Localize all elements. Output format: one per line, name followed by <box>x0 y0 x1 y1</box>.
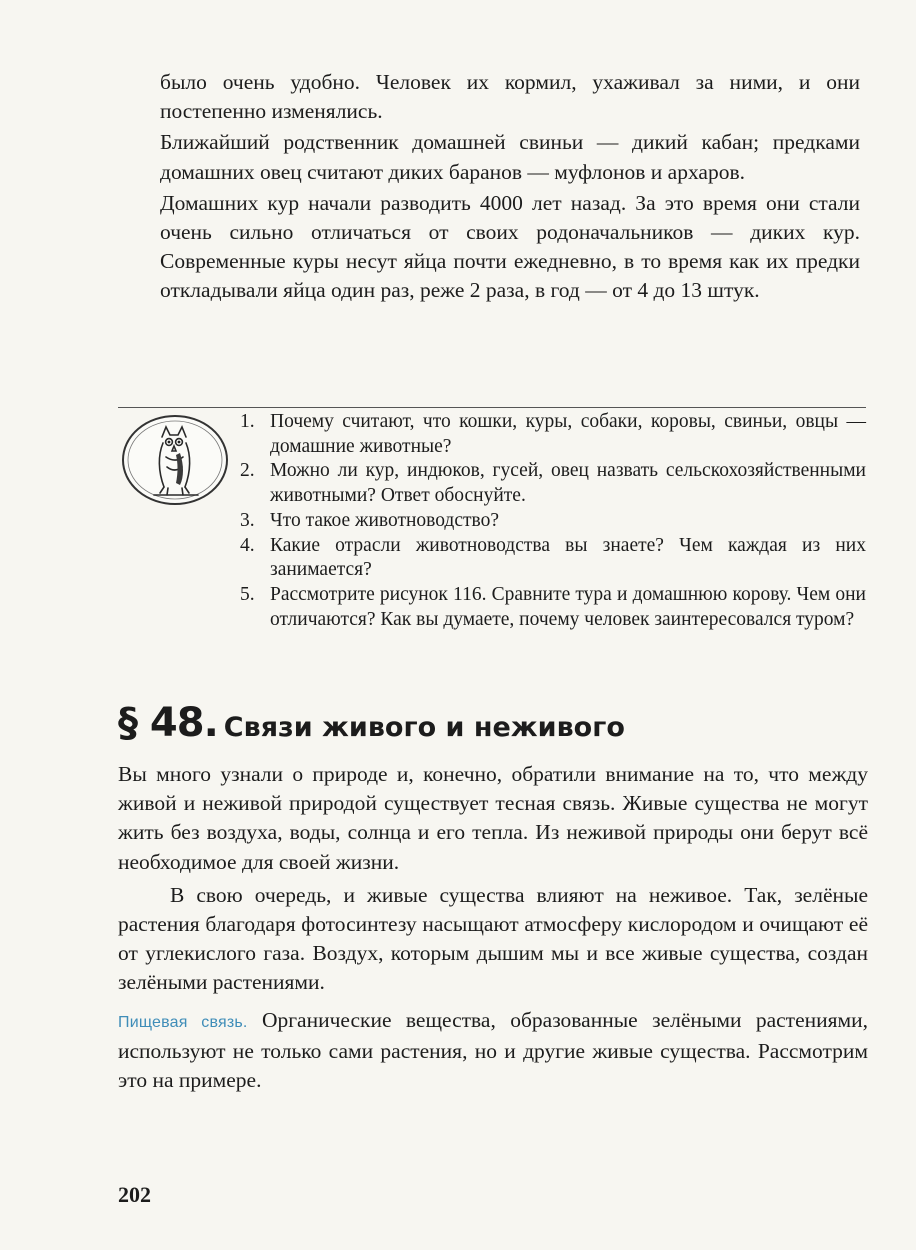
paragraph: было очень удобно. Человек их кормил, ухаживал за ними, и они постепенно изменялись. <box>160 70 860 124</box>
question-number: 1. <box>240 411 255 432</box>
question-text: Почему считают, что кошки, куры, собаки, коровы, свиньи, овцы — домашние животные? <box>270 411 866 457</box>
section-body <box>118 760 868 1095</box>
paragraph: В свою очередь, и живые существа влияют на неживое. Так, зелёные растения благодаря фотосинтезу насыщают атмосферу кислородом и очищают её от углекислого газа. Воздух, которым дышим мы и все живые существа, создан зелёными растениями. <box>118 882 868 995</box>
question-item <box>240 410 866 459</box>
paragraph: Вы много узнали о природе и, конечно, обратили внимание на то, что между живой и неживой природой существует тесная связь. Живые существа не могут жить без воздуха, воды, солнца и его тепла. Из неживой природы они берут всё необходимое для своей жизни. <box>118 762 868 874</box>
owl-medallion-icon <box>120 413 230 508</box>
page-number: 202 <box>118 1182 151 1207</box>
question-item <box>240 534 866 583</box>
question-item <box>240 509 866 534</box>
paragraph: Домашних кур начали разводить 4000 лет назад. За это время они стали очень сильно отличаться от своих родоначальников — диких кур. Современные куры несут яйца почти ежедневно, в то время как их предки откладывали яйца один раз, реже 2 раза, в год — от 4 до 13 штук. <box>160 190 860 303</box>
section-number: § 48. <box>118 700 218 746</box>
section-heading <box>118 700 878 746</box>
question-item <box>240 583 866 632</box>
section-divider <box>118 407 866 408</box>
paragraph <box>118 1006 868 1096</box>
question-text: Можно ли кур, индюков, гусей, овец назвать сельскохозяйственными животными? Ответ обоснуйте. <box>270 460 866 507</box>
continued-text <box>160 68 860 306</box>
paragraph: Ближайший родственник домашней свиньи — дикий кабан; предками домашних овец считают диких баранов — муфлонов и архаров. <box>160 130 860 184</box>
question-text: Рассмотрите рисунок 116. Сравните тура и домашнюю корову. Чем они отличаются? Как вы думаете, почему человек заинтересовался туром? <box>270 583 866 630</box>
question-text: Какие отрасли животноводства вы знаете? Чем каждая из них занимается? <box>270 534 866 581</box>
question-item <box>240 459 866 508</box>
question-text: Что такое животноводство? <box>270 509 500 531</box>
term-label: Пищевая связь. <box>118 1013 248 1031</box>
question-number: 2. <box>240 460 255 482</box>
review-questions <box>240 410 866 632</box>
section-title: Связи живого и неживого <box>223 712 625 743</box>
question-number: 5. <box>240 583 255 605</box>
question-number: 4. <box>240 534 255 556</box>
paragraph-text: Органические вещества, образованные зелёными растениями, используют не только сами растения, но и другие живые существа. Рассмотрим это на примере. <box>118 1007 869 1093</box>
question-number: 3. <box>240 509 255 531</box>
